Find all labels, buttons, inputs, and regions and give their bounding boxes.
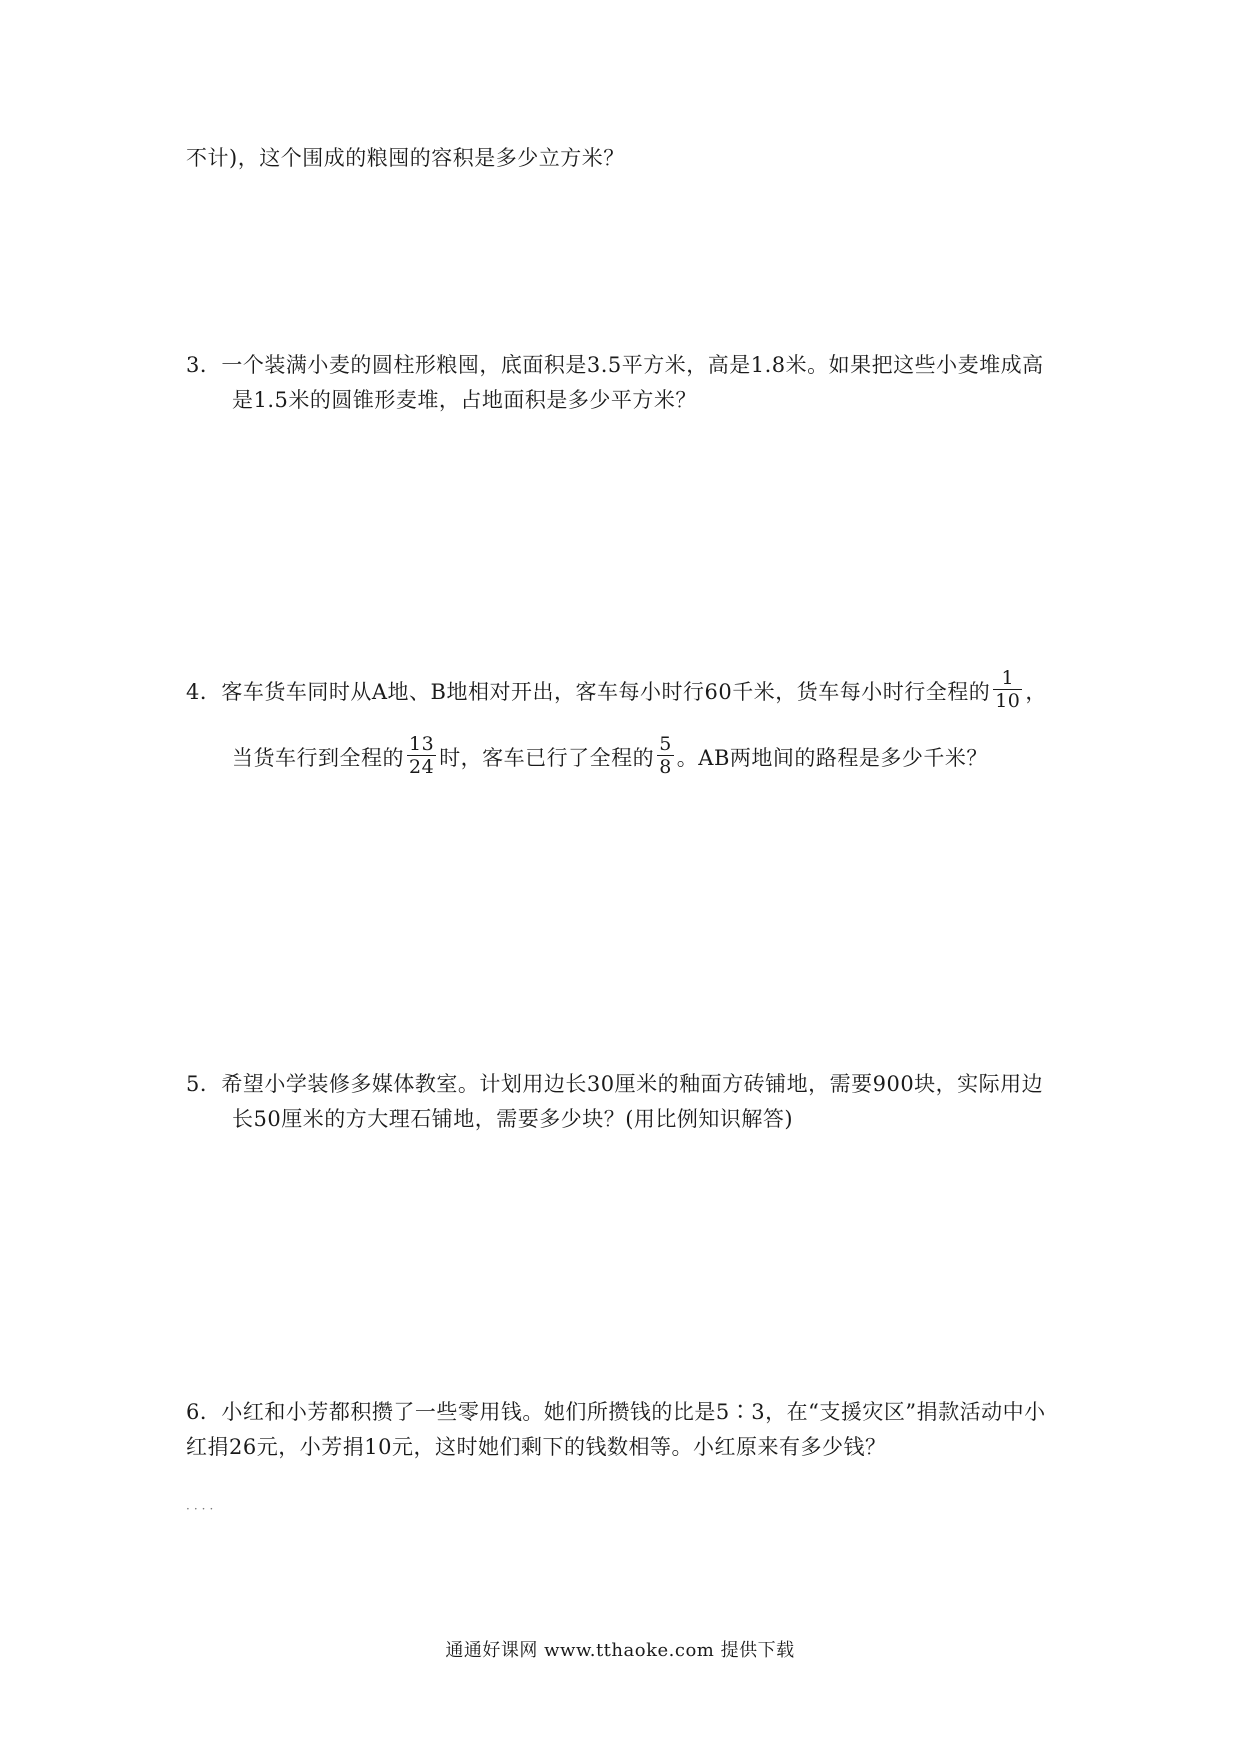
problem-text: 。AB两地间的路程是多少千米？ [676,746,988,770]
problem-3-line-1 [186,350,1044,380]
fraction-numerator: 1 [993,667,1022,690]
problem-number: 4． [186,680,222,704]
problem-number: 3． [186,353,222,377]
problem-6-line-2: 红捐26元，小芳捐10元，这时她们剩下的钱数相等。小红原来有多少钱？ [186,1435,887,1459]
problem-text: 小红和小芳都积攒了一些零用钱。她们所攒钱的比是5∶3，在“支援灾区”捐款活动中小 [221,1400,1046,1424]
scan-dots: ···· [186,1502,218,1516]
problem-4-line-2 [232,733,988,782]
problem-6-line-1 [186,1397,1046,1427]
problem-5-line-1 [186,1069,1043,1099]
problem-3-line-2: 是1.5米的圆锥形麦堆，占地面积是多少平方米？ [232,388,697,412]
problem-number: 6． [186,1400,222,1424]
problem-text: 客车货车同时从A地、B地相对开出，客车每小时行60千米，货车每小时行全程的 [221,680,991,704]
fraction-1-10 [993,667,1022,712]
problem-4-line-1 [186,667,1047,716]
fraction-5-8 [657,733,674,778]
fraction-denominator: 24 [409,756,435,778]
problem-text: ， [1025,680,1047,704]
fraction-13-24 [407,733,436,778]
fraction-denominator: 8 [659,756,672,778]
page-footer: 通通好课网 www.tthaoke.com 提供下载 [445,1640,795,1661]
continuation-line: 不计)，这个围成的粮囤的容积是多少立方米？ [186,146,625,170]
problem-text: 一个装满小麦的圆柱形粮囤，底面积是3.5平方米，高是1.8米。如果把这些小麦堆成高 [221,353,1044,377]
problem-text: 希望小学装修多媒体教室。计划用边长30厘米的釉面方砖铺地，需要900块，实际用边 [221,1072,1044,1096]
problem-number: 5． [186,1072,222,1096]
fraction-denominator: 10 [995,690,1021,712]
fraction-numerator: 5 [659,733,672,755]
problem-text: 当货车行到全程的 [232,746,404,770]
problem-5-line-2: 长50厘米的方大理石铺地，需要多少块？(用比例知识解答) [232,1107,794,1131]
problem-text: 时，客车已行了全程的 [439,746,655,770]
fraction-numerator: 13 [409,733,435,755]
